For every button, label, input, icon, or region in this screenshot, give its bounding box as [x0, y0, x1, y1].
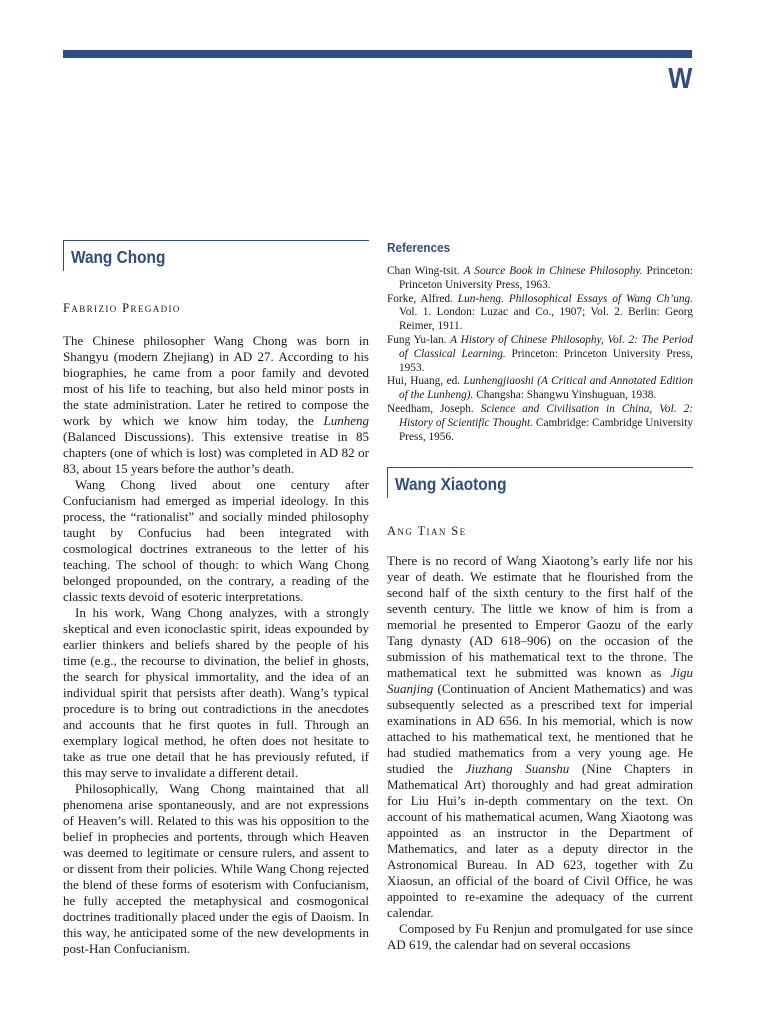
paragraph: There is no record of Wang Xiaotong’s early life nor his year of death. We estimate that he flourished from the second half of the sixth century to the first half of the seventh century. The little we know of him is from a memorial he presented to Emperor Gaozu of the early Tang dynasty (AD 618–906) on the occasion of the submission of his mathematical text to the throne. The mathematical text he submitted was known as Jigu Suanjing (Continuation of Ancient Mathematics) and was subsequently selected as a prescribed text for imperial examinations in AD 656. In his memorial, which is now attached to his mathematical text, he mentioned that he had studied mathematics from a very young age. He studied the Jiuzhang Suanshu (Nine Chapters in Mathematical Art) thoroughly and had great admiration for Liu Hui’s in-depth commentary on the text. On account of his mathematical acumen, Wang Xiaotong was appointed as an instructor in the Department of Mathematics, and later as a deputy director in the Astronomical Bureau. In AD 623, together with Zu Xiaosun, an official of the board of Civil Office, he was appointed to re-examine the adequacy of the current calendar.	[387, 553, 694, 921]
reference-list	[387, 265, 693, 444]
paragraph: In his work, Wang Chong analyzes, with a strongly skeptical and even iconoclastic spirit, ideas expounded by earlier thinkers and beliefs shared by the people of his time (e.g., the recourse to divination, the belief in ghosts, the search for physical immortality, and the idea of an individual spirit that persists after death). Wang’s typical procedure is to bring out contradictions in the anecdotes and accounts that he first quotes in full. Through an exemplary logical method, he often does not hesitate to take as true one detail that he has previously refuted, if this may serve to invalidate a different detail.	[63, 605, 369, 780]
references-heading: References	[387, 240, 451, 255]
paragraph: Philosophically, Wang Chong maintained that all phenomena arise spontaneously, and are not expressions of Heaven’s will. Related to this was his opposition to the belief in prophecies and portents, through which Heaven was deemed to legitimate or censure rulers, and assent to or dissent from their policies. While Wang Chong rejected the blend of these forms of esoterism with Confucianism, he fully accepted the metaphysical and cosmogonical doctrines traditionally placed under the egis of Daoism. In this way, he anticipated some of the new developments in post-Han Confucianism.	[63, 781, 369, 956]
header-rule	[63, 50, 692, 58]
work-title: Jigu Suanjing	[387, 665, 693, 697]
reference-item: Hui, Huang, ed. Lunhengjiaoshi (A Critical and Annotated Edition of the Lunheng). Changsha: Shangwu Yinshuguan, 1938.	[387, 375, 693, 402]
right-column	[387, 240, 693, 953]
work-title: Jiuzhang Suanshu	[465, 761, 570, 777]
entry-heading-wang-xiaotong	[387, 467, 693, 498]
entry-author: Ang Tian Se	[387, 524, 467, 539]
paragraph: The Chinese philosopher Wang Chong was born in Shangyu (modern Zhejiang) in AD 27. According to his biographies, he came from a poor family and devoted most of his life to teaching, but also held minor posts in the state administration. Later he retired to compose the work by which we know him today, the Lunheng (Balanced Discussions). This extensive treatise in 85 chapters (one of which is lost) was completed in AD 82 or 83, about 15 years before the author’s death.	[63, 333, 369, 476]
reference-item: Fung Yu-lan. A History of Chinese Philosophy, Vol. 2: The Period of Classical Learning. Princeton: Princeton University Press, 1953.	[387, 333, 693, 374]
reference-item: Chan Wing-tsit. A Source Book in Chinese Philosophy. Princeton: Princeton University Press, 1963.	[387, 265, 693, 291]
paragraph: Wang Chong lived about one century after Confucianism had emerged as imperial ideology. In this process, the “rationalist” and socially minded philosophy taught by Confucius had been integrated with cosmological doctrines extraneous to the letter of his teaching. The school of though: to which Wang Chong belonged propounded, on the contrary, a reading of the classic texts devoid of esoteric interpretations.	[63, 477, 369, 604]
reference-item: Needham, Joseph. Science and Civilisation in China, Vol. 2: History of Scientific Thought. Cambridge: Cambridge University Press, 1956.	[387, 402, 693, 443]
work-title: Lunheng	[323, 413, 369, 428]
section-letter: W	[667, 63, 692, 95]
paragraph: Composed by Fu Renjun and promulgated for use since AD 619, the calendar had on several occasions	[387, 921, 693, 953]
entry-author: Fabrizio Pregadio	[63, 301, 181, 315]
reference-item: Forke, Alfred. Lun-heng. Philosophical Essays of Wang Ch’ung. Vol. 1. London: Luzac and Co., 1907; Vol. 2. Berlin: Georg Reimer, 1911.	[387, 292, 694, 333]
entry-title: Wang Xiaotong	[395, 474, 507, 495]
entry-title: Wang Chong	[71, 247, 166, 267]
left-column	[63, 240, 369, 957]
entry-heading-wang-chong	[63, 240, 369, 271]
